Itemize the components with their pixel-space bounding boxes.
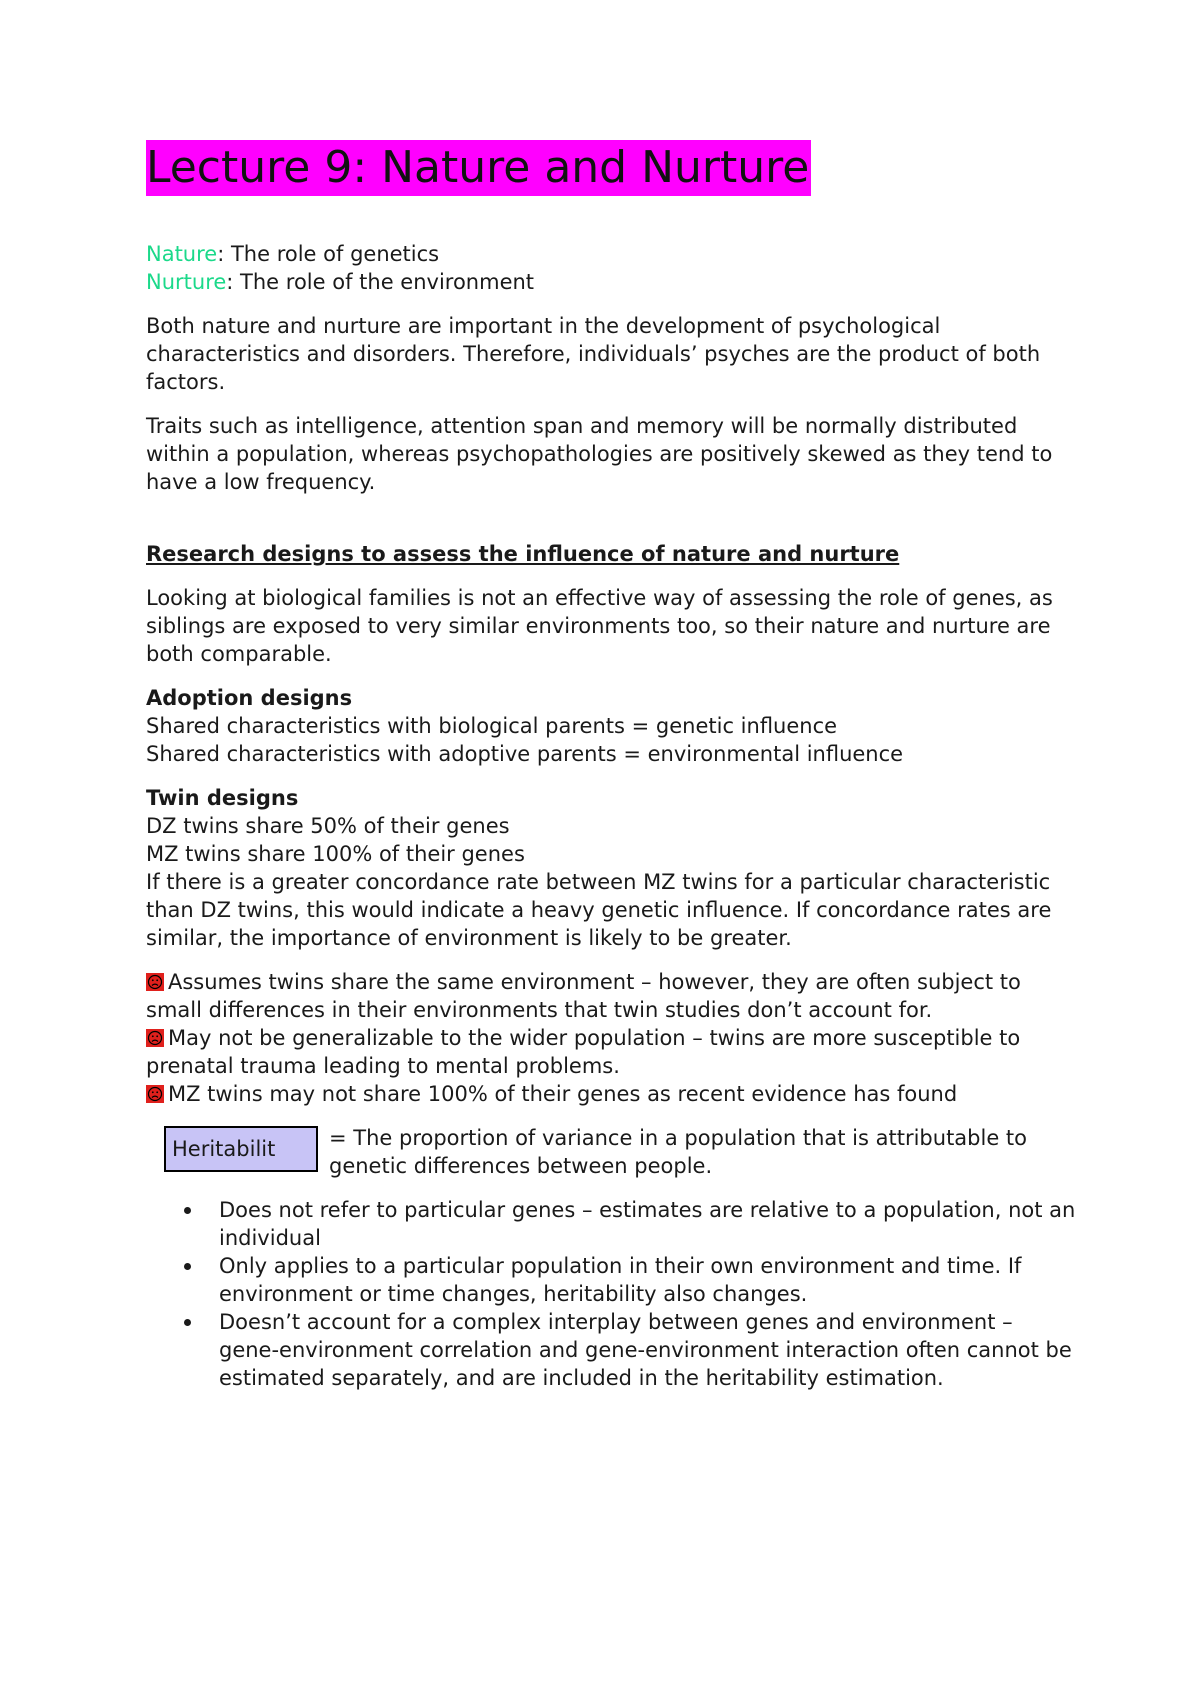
adoption-line: Shared characteristics with biological parents = genetic influence xyxy=(146,714,838,738)
research-intro: Looking at biological families is not an effective way of assessing the role of genes, as siblings are exposed to very similar environments too, so their nature and nurture are both comparable. xyxy=(146,586,1053,666)
twin-line: DZ twins share 50% of their genes xyxy=(146,814,510,838)
con-item xyxy=(146,968,1076,1024)
bullet-text: Does not refer to particular genes – estimates are relative to a population, not an individual xyxy=(219,1198,1076,1250)
definition-text: : The role of the environment xyxy=(226,270,535,294)
con-text: MZ twins may not share 100% of their genes as recent evidence has found xyxy=(168,1082,958,1106)
bullet-text: Only applies to a particular population in their own environment and time. If environment or time changes, heritability also changes. xyxy=(219,1254,1022,1306)
term-nature: Nature xyxy=(146,242,218,266)
term-nurture: Nurture xyxy=(146,270,227,294)
con-text: Assumes twins share the same environment – however, they are often subject to small differences in their environments that twin studies don’t account for. xyxy=(146,970,1021,1022)
list-item xyxy=(146,1196,1076,1252)
con-item xyxy=(146,1080,1076,1108)
bullet-icon xyxy=(184,1207,191,1214)
con-item xyxy=(146,1024,1076,1080)
intro-paragraph: Traits such as intelligence, attention span and memory will be normally distributed within a population, whereas psychopathologies are positively skewed as they tend to have a low frequency. xyxy=(146,414,1053,494)
bullet-icon xyxy=(184,1319,191,1326)
sad-face-icon xyxy=(146,1029,164,1047)
sad-face-icon xyxy=(146,973,164,991)
twin-heading: Twin designs xyxy=(146,786,299,810)
heritability-box: Heritabilit xyxy=(164,1126,318,1172)
adoption-line: Shared characteristics with adoptive parents = environmental influence xyxy=(146,742,904,766)
cons-list xyxy=(146,968,1076,1108)
list-item xyxy=(146,1308,1076,1392)
heritability-text: = The proportion of variance in a population that is attributable to genetic differences between people. xyxy=(329,1126,1028,1178)
definitions xyxy=(146,240,1076,296)
bullet-icon xyxy=(184,1263,191,1270)
definition-nurture xyxy=(146,268,1076,296)
list-item xyxy=(146,1252,1076,1308)
section-heading: Research designs to assess the influence of nature and nurture xyxy=(146,542,900,566)
page-title: Lecture 9: Nature and Nurture xyxy=(146,140,811,196)
definition-text: : The role of genetics xyxy=(217,242,440,266)
twin-paragraph: If there is a greater concordance rate between MZ twins for a particular characteristic than DZ twins, this would indicate a heavy genetic influence. If concordance rates are similar, the importance of environment is likely to be greater. xyxy=(146,870,1052,950)
document-content xyxy=(146,140,1076,1392)
heritability-bullets xyxy=(146,1196,1076,1392)
twin-line: MZ twins share 100% of their genes xyxy=(146,842,525,866)
heritability-definition xyxy=(146,1124,1076,1180)
adoption-heading: Adoption designs xyxy=(146,686,353,710)
bullet-text: Doesn’t account for a complex interplay between genes and environment – gene-environment correlation and gene-environment interaction often cannot be estimated separately, and are included in the heritability estimation. xyxy=(219,1310,1072,1390)
intro-paragraph: Both nature and nurture are important in the development of psychological characteristics and disorders. Therefore, individuals’ psyches are the product of both factors. xyxy=(146,314,1041,394)
con-text: May not be generalizable to the wider population – twins are more susceptible to prenatal trauma leading to mental problems. xyxy=(146,1026,1021,1078)
definition-nature xyxy=(146,240,1076,268)
sad-face-icon xyxy=(146,1085,164,1103)
